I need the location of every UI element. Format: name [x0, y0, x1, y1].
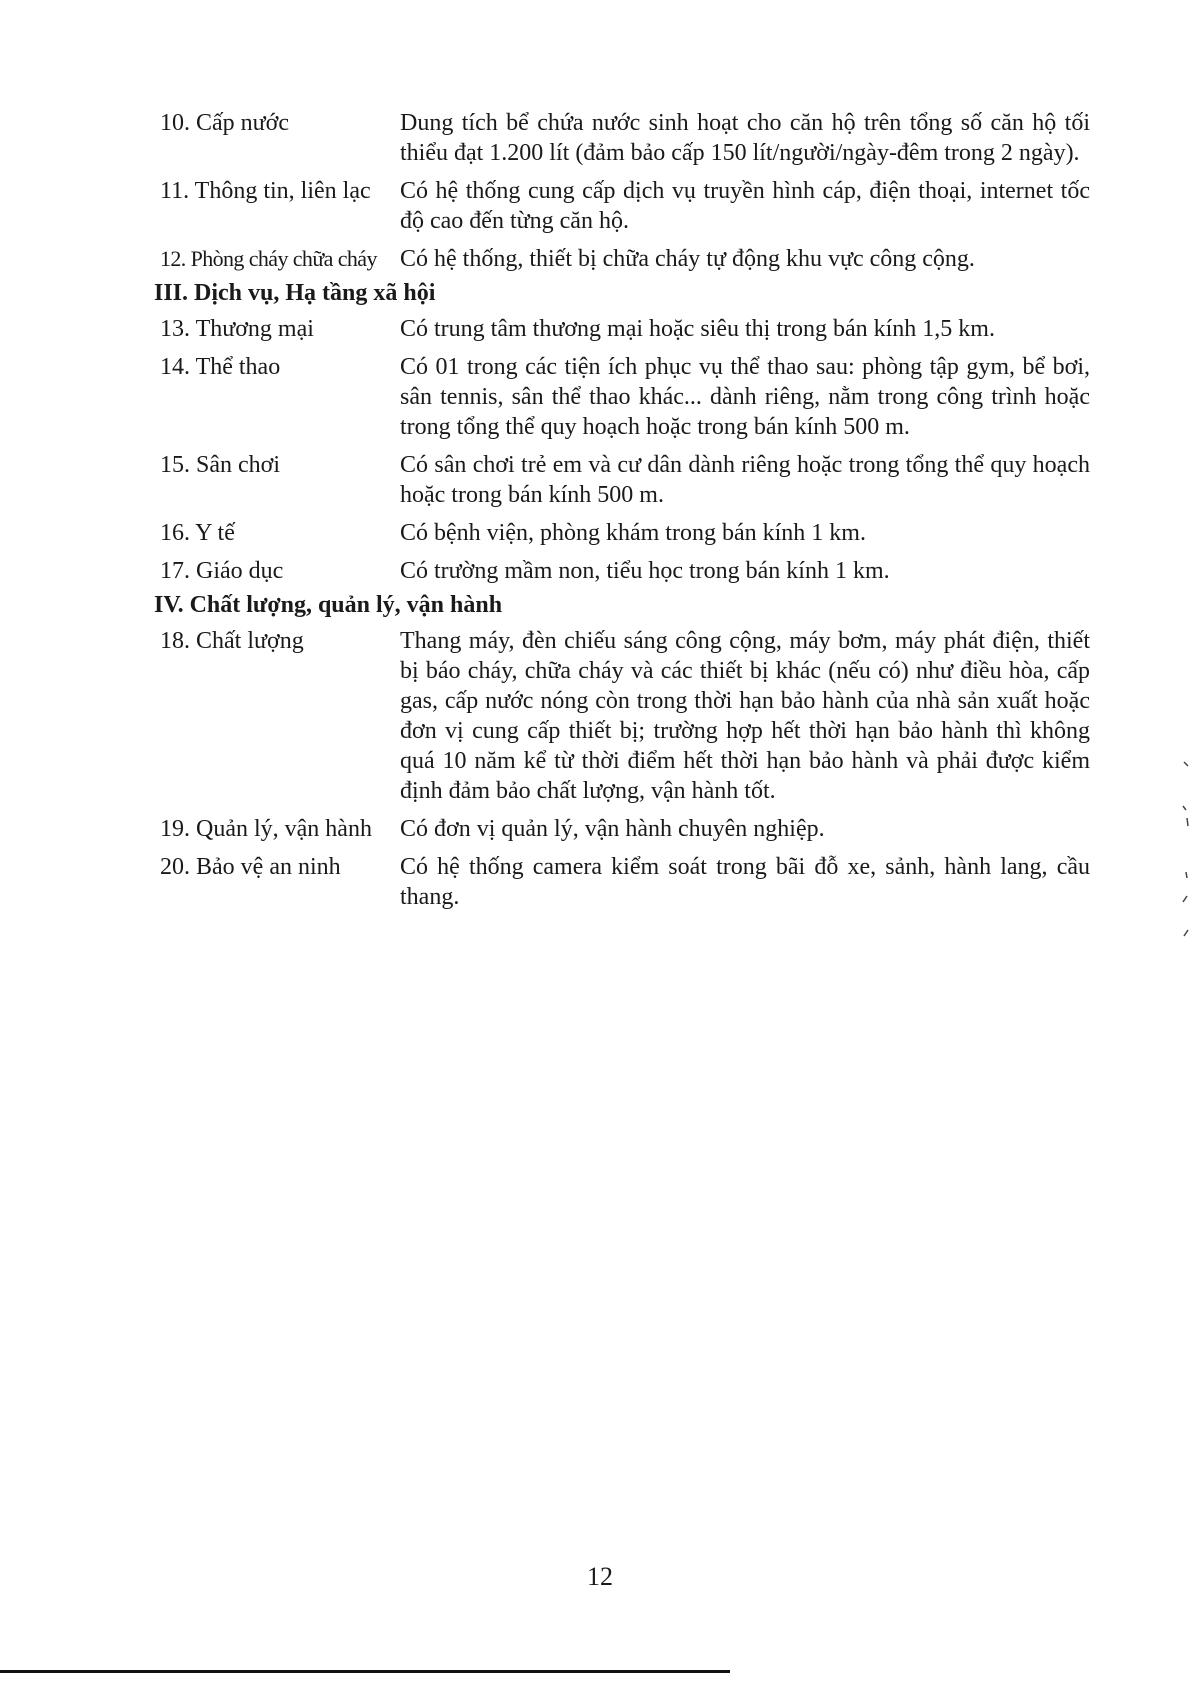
- criteria-description: Có hệ thống camera kiểm soát trong bãi đỗ xe, sảnh, hành lang, cầu thang.: [400, 854, 1090, 910]
- criteria-description: Có trường mầm non, tiểu học trong bán kính 1 km.: [400, 558, 890, 584]
- criteria-description: Có đơn vị quản lý, vận hành chuyên nghiệp.: [400, 816, 825, 842]
- criteria-label: 13. Thương mại: [160, 316, 314, 342]
- criteria-description: Có 01 trong các tiện ích phục vụ thể thao sau: phòng tập gym, bể bơi, sân tennis, sân thể thao khác... dành riêng, nằm trong công trình hoặc trong tổng thể quy hoạch hoặc trong bán kính 500 m.: [400, 354, 1090, 440]
- criteria-label: 20. Bảo vệ an ninh: [160, 854, 341, 880]
- criteria-label: 15. Sân chơi: [160, 452, 281, 478]
- criteria-row-14: [160, 352, 1090, 442]
- criteria-row-19: [160, 814, 1090, 844]
- criteria-label: 12. Phòng cháy chữa cháy: [160, 246, 377, 271]
- criteria-description: Dung tích bể chứa nước sinh hoạt cho căn hộ trên tổng số căn hộ tối thiểu đạt 1.200 lít (đảm bảo cấp 150 lít/người/ngày-đêm trong 2 ngày).: [400, 110, 1090, 166]
- section-heading-3: III. Dịch vụ, Hạ tầng xã hội: [154, 280, 436, 306]
- criteria-label: 17. Giáo dục: [160, 558, 284, 584]
- criteria-description: Có hệ thống cung cấp dịch vụ truyền hình cáp, điện thoại, internet tốc độ cao đến từng căn hộ.: [400, 178, 1090, 234]
- section-heading-4: IV. Chất lượng, quản lý, vận hành: [154, 592, 503, 618]
- criteria-label: 16. Y tế: [160, 520, 235, 546]
- criteria-label: 14. Thể thao: [160, 354, 281, 380]
- criteria-label: 11. Thông tin, liên lạc: [160, 178, 371, 204]
- criteria-row-16: [160, 518, 1090, 548]
- criteria-row-18: [160, 626, 1090, 806]
- criteria-table: [154, 108, 1090, 912]
- criteria-row-15: [160, 450, 1090, 510]
- criteria-row-11: [160, 176, 1090, 236]
- bottom-rule: [0, 1670, 730, 1673]
- criteria-description: Có trung tâm thương mại hoặc siêu thị trong bán kính 1,5 km.: [400, 316, 995, 342]
- criteria-row-13: [160, 314, 1090, 344]
- criteria-description: Có sân chơi trẻ em và cư dân dành riêng hoặc trong tổng thể quy hoạch hoặc trong bán kính 500 m.: [400, 452, 1090, 508]
- criteria-label: 18. Chất lượng: [160, 628, 304, 654]
- page-number: 12: [587, 1562, 613, 1591]
- scan-margin-marks: [1180, 760, 1194, 960]
- criteria-row-10: [160, 108, 1090, 168]
- criteria-label: 10. Cấp nước: [160, 110, 290, 136]
- criteria-label: 19. Quản lý, vận hành: [160, 816, 372, 842]
- criteria-row-17: [160, 556, 1090, 586]
- criteria-description: Có bệnh viện, phòng khám trong bán kính 1 km.: [400, 520, 866, 546]
- criteria-row-20: [160, 852, 1090, 912]
- criteria-row-12: [160, 244, 1090, 274]
- criteria-description: Có hệ thống, thiết bị chữa cháy tự động khu vực công cộng.: [400, 246, 975, 272]
- criteria-description: Thang máy, đèn chiếu sáng công cộng, máy bơm, máy phát điện, thiết bị báo cháy, chữa cháy và các thiết bị khác (nếu có) như điều hòa, cấp gas, cấp nước nóng còn trong thời hạn bảo hành của nhà sản xuất hoặc đơn vị cung cấp thiết bị; trường hợp hết thời hạn bảo hành thì không quá 10 năm kể từ thời điểm hết thời hạn bảo hành và phải được kiểm định đảm bảo chất lượng, vận hành tốt.: [400, 628, 1090, 804]
